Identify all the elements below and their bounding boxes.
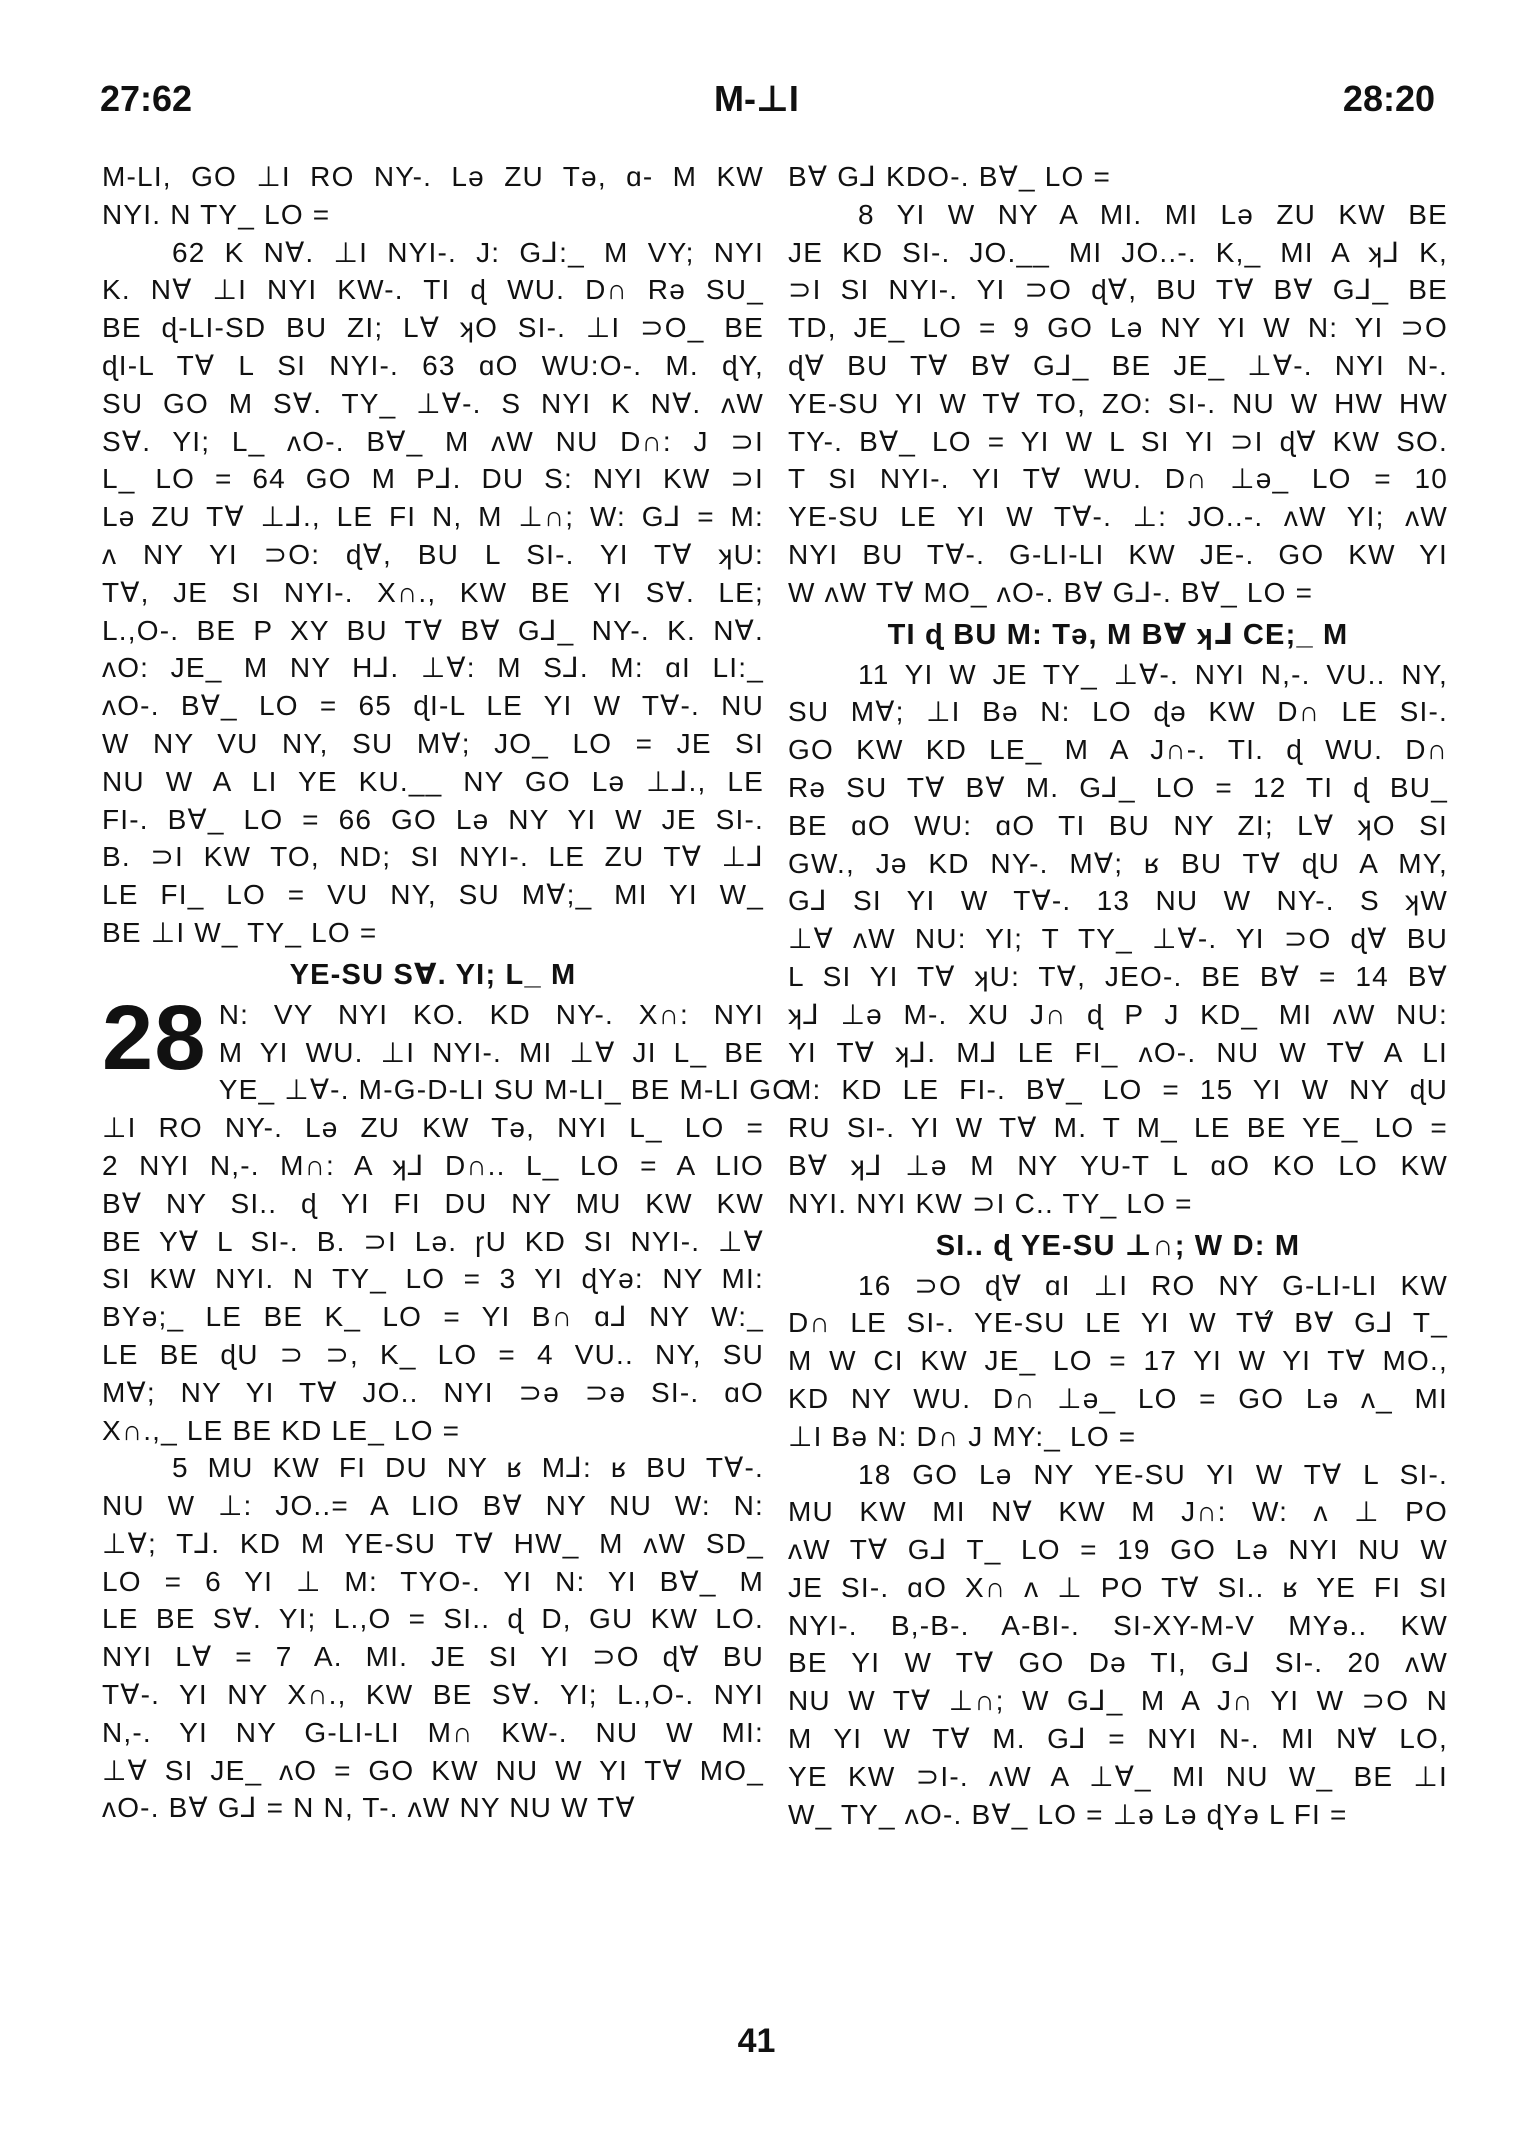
text-line: Rǝ SU T∀ B∀ M. G⅃_ LO = 12 TI ɖ BU_ (788, 771, 1448, 803)
text-line: L_ LO = 64 GO M P⅃. DU S: NYI KW ⊃I (102, 463, 764, 495)
chapter-number: 28 (102, 986, 207, 1089)
text-line: ⊥∀; T⅃. KD M YE-SU T∀ HW_ M ʌW SD_ (102, 1527, 764, 1559)
text-line: RU SI-. YI W T∀ M. T M_ LE BE YE_ LO = (788, 1112, 1448, 1144)
text-line: X∩.,_ LE BE KD LE_ LO = (102, 1414, 461, 1446)
text-line: MU KW MI N∀ KW M J∩: W: ʌ ⊥ PO (788, 1496, 1448, 1528)
paragraph (788, 656, 1448, 1223)
paragraph (788, 1267, 1448, 1456)
text-line: M∀; NY YI T∀ JO.. NYI ⊃ǝ ⊃ǝ SI-. ɑO (102, 1376, 764, 1408)
text-line: YE_ ⊥∀-. M-G-D-LI SU M-LI_ BE M-LI GO (218, 1074, 796, 1106)
text-line: NYI BU T∀-. G-LI-LI KW JE-. GO KW YI (788, 538, 1448, 570)
text-line: BE ⊥I W_ TY_ LO = (102, 916, 378, 948)
text-line: T∀-. YI NY X∩., KW BE S∀. YI; L.,O-. NYI (102, 1679, 764, 1711)
text-line: 16 ⊃O ɖ∀ ɑI ⊥I RO NY G-LI-LI KW (858, 1269, 1448, 1301)
text-line: BE ɖ-LI-SD BU ZI; L∀ ʞO SI-. ⊥I ⊃O_ BE (102, 312, 764, 344)
text-line: M-LI, GO ⊥I RO NY-. Lǝ ZU Tǝ, ɑ- M KW (102, 161, 764, 192)
text-line: SU M∀; ⊥I Bǝ N: LO ɖǝ KW D∩ LE SI-. (788, 696, 1448, 728)
page-header (0, 78, 1513, 128)
text-line: BE YI W T∀ GO Dǝ TI, G⅃ SI-. 20 ʌW (788, 1647, 1448, 1679)
text-line: N,-. YI NY G-LI-LI M∩ KW-. NU W MI: (102, 1716, 764, 1748)
text-line: ⊥∀ ʌW NU: YI; T TY_ ⊥∀-. YI ⊃O ɖ∀ BU (788, 923, 1448, 955)
text-line: ʌO-. B∀_ LO = 65 ɖI-L LE YI W T∀-. NU (102, 690, 764, 722)
text-line: ⊥I Bǝ N: D∩ J MY:_ LO = (788, 1420, 1137, 1452)
text-line: B∀ G⅃ KDO-. B∀_ LO = (788, 161, 1111, 192)
text-line: YE-SU YI W T∀ TO, ZO: SI-. NU W HW HW (788, 387, 1448, 419)
text-line: ʌ NY YI ⊃O: ɖ∀, BU L SI-. YI T∀ ʞU: (102, 538, 764, 570)
text-line: BE ɑO WU: ɑO TI BU NY ZI; L∀ ʞO SI (788, 809, 1448, 841)
text-line: K. N∀ ⊥I NYI KW-. TI ɖ WU. D∩ Rǝ SU_ (102, 274, 764, 306)
text-line: GW., Jǝ KD NY-. M∀; ʁ BU T∀ ɖU A MY, (788, 847, 1448, 879)
text-line: NU W A LI YE KU.__ NY GO Lǝ ⊥⅃., LE (102, 765, 764, 797)
text-line: ⊥∀ SI JE_ ʌO = GO KW NU W YI T∀ MO_ (102, 1754, 764, 1786)
text-line: W NY VU NY, SU M∀; JO_ LO = JE SI (102, 727, 764, 759)
header-right-reference: 28:20 (1342, 78, 1435, 119)
header-left-reference: 27:62 (100, 78, 193, 119)
text-line: YI T∀ ʞ⅃. M⅃ LE FI_ ʌO-. NU W T∀ A LI (788, 1036, 1448, 1068)
text-line: TD, JE_ LO = 9 GO Lǝ NY YI W N: YI ⊃O (788, 312, 1448, 344)
text-line: ʌO-. B∀ G⅃ = N N, T-. ʌW NY NU W T∀ (102, 1792, 636, 1824)
text-line: T SI NYI-. YI T∀ WU. D∩ ⊥ǝ_ LO = 10 (788, 463, 1448, 495)
text-line: YE KW ⊃I-. ʌW A ⊥∀_ MI NU W_ BE ⊥I (788, 1760, 1448, 1792)
right-column (788, 158, 1448, 1833)
page-number: 41 (737, 2022, 776, 2060)
text-line: D∩ LE SI-. YE-SU LE YI W T∀́ B∀ G⅃ T_ (788, 1307, 1448, 1339)
text-line: 5 MU KW FI DU NY ʁ M⅃: ʁ BU T∀-. (172, 1452, 764, 1484)
text-line: NU W ⊥: JO..= A LIO B∀ NY NU W: N: (102, 1490, 764, 1522)
text-line: ⊃I SI NYI-. YI ⊃O ɖ∀, BU T∀ B∀ G⅃_ BE (788, 274, 1448, 306)
text-line: L.,O-. BE P XY BU T∀ B∀ G⅃_ NY-. K. N∀. (102, 614, 764, 646)
text-line: LE BE S∀. YI; L.,O = SI.. ɖ D, GU KW LO. (102, 1603, 764, 1635)
text-line: L SI YI T∀ ʞU: T∀, JEO-. BE B∀ = 14 B∀ (788, 960, 1448, 992)
text-line: LO = 6 YI ⊥ M: TYO-. YI N: YI B∀_ M (102, 1565, 764, 1597)
text-line: ⊥I RO NY-. Lǝ ZU KW Tǝ, NYI L_ LO = (102, 1112, 764, 1144)
text-line: 2 NYI N,-. M∩: A ʞ⅃ D∩.. L_ LO = A LIO (102, 1149, 764, 1181)
text-line: M W CI KW JE_ LO = 17 YI W YI T∀ MO., (788, 1345, 1448, 1377)
text-line: KD NY WU. D∩ ⊥ǝ_ LO = GO Lǝ ʌ_ MI (788, 1382, 1448, 1414)
paragraph (102, 1449, 764, 1827)
paragraph (788, 1456, 1448, 1834)
text-line: LE BE ɖU ⊃ ⊃, K_ LO = 4 VU.. NY, SU (102, 1338, 764, 1370)
text-line: B. ⊃I KW TO, ND; SI NYI-. LE ZU T∀ ⊥⅃ (102, 841, 764, 873)
text-line: SU GO M S∀. TY_ ⊥∀-. S NYI K N∀. ʌW (102, 387, 764, 419)
text-line: ɖ∀ BU T∀ B∀ G⅃_ BE JE_ ⊥∀-. NYI N-. (788, 349, 1448, 381)
text-line: NYI-. B,-B-. A-BI-. SI-XY-M-V MYǝ.. KW (788, 1609, 1448, 1641)
text-line: B∀ ʞ⅃ ⊥ǝ M NY YU-T L ɑO KO LO KW (788, 1149, 1448, 1181)
text-line: JE KD SI-. JO.__ MI JO..-. K,_ MI A ʞ⅃ K, (788, 236, 1448, 268)
text-line: W ʌW T∀ MO_ ʌO-. B∀ G⅃-. B∀_ LO = (788, 576, 1314, 608)
paragraph (788, 158, 1448, 196)
paragraph (102, 234, 764, 952)
text-line: YE-SU LE YI W T∀-. ⊥: JO..-. ʌW YI; ʌW (788, 501, 1448, 533)
text-line: LE FI_ LO = VU NY, SU M∀;_ MI YI W_ (102, 879, 764, 911)
text-line: M YI WU. ⊥I NYI-. MI ⊥∀ JI L_ BE (218, 1036, 764, 1068)
text-line: S∀. YI; L_ ʌO-. B∀_ M ʌW NU D∩: J ⊃I (102, 425, 764, 457)
section-heading: SI.. ɖ YE-SU ⊥∩; W D: M (935, 1229, 1301, 1262)
text-line: SI KW NYI. N TY_ LO = 3 YI ɖYǝ: NY MI: (102, 1263, 764, 1295)
text-line: ʌW T∀ G⅃ T_ LO = 19 GO Lǝ NYI NU W (788, 1534, 1448, 1566)
text-line: NYI. NYI KW ⊃I C.. TY_ LO = (788, 1187, 1193, 1219)
text-line: ʞ⅃ ⊥ǝ M-. XU J∩ ɖ P J KD_ MI ʌW NU: (788, 998, 1448, 1030)
text-line: G⅃ SI YI W T∀-. 13 NU W NY-. S ʞW (788, 885, 1448, 917)
section-heading: YE-SU S∀. YI; L_ M (289, 958, 577, 991)
text-line: N: VY NYI KO. KD NY-. X∩: NYI (218, 998, 764, 1030)
text-line: ʌO: JE_ M NY H⅃. ⊥∀: M S⅃. M: ɑI LI:_ (102, 652, 764, 684)
left-column (102, 158, 796, 1827)
text-line: ɖI-L T∀ L SI NYI-. 63 ɑO WU:O-. M. ɖY, (102, 349, 764, 381)
text-line: M YI W T∀ M. G⅃ = NYI N-. MI N∀ LO, (788, 1723, 1448, 1755)
header-book-title: M-⊥I (714, 78, 799, 119)
text-line: 8 YI W NY A MI. MI Lǝ ZU KW BE (858, 198, 1448, 230)
text-line: M: KD LE FI-. B∀_ LO = 15 YI W NY ɖU (788, 1074, 1448, 1106)
text-line: JE SI-. ɑO X∩ ʌ ⊥ PO T∀ SI.. ʁ YE FI SI (788, 1571, 1448, 1603)
text-line: B∀ NY SI.. ɖ YI FI DU NY MU KW KW (102, 1187, 764, 1219)
text-line: BE Y∀ L SI-. B. ⊃I Lǝ. ɼU KD SI NYI-. ⊥∀ (102, 1225, 764, 1257)
text-line: 11 YI W JE TY_ ⊥∀-. NYI N,-. VU.. NY, (858, 658, 1448, 690)
chapter-opening-paragraph (102, 986, 796, 1450)
text-line: BYǝ;_ LE BE K_ LO = YI B∩ ɑ⅃ NY W:_ (102, 1301, 764, 1333)
text-line: FI-. B∀_ LO = 66 GO Lǝ NY YI W JE SI-. (102, 803, 764, 835)
section-heading: TI ɖ BU M: Tǝ, M B∀ ʞ⅃ CE;_ M (887, 618, 1349, 651)
text-line: 18 GO Lǝ NY YE-SU YI W T∀ L SI-. (858, 1458, 1448, 1490)
text-line: W_ TY_ ʌO-. B∀_ LO = ⊥ǝ Lǝ ɖYǝ L FI = (788, 1798, 1348, 1830)
paragraph (102, 158, 764, 234)
text-line: GO KW KD LE_ M A J∩-. TI. ɖ WU. D∩ (788, 734, 1448, 766)
paragraph (788, 196, 1448, 612)
text-line: NU W T∀ ⊥∩; W G⅃_ M A J∩ YI W ⊃O N (788, 1685, 1448, 1717)
text-line: NYI L∀ = 7 A. MI. JE SI YI ⊃O ɖ∀ BU (102, 1641, 764, 1673)
text-line: 62 K N∀. ⊥I NYI-. J: G⅃:_ M VY; NYI (172, 236, 764, 268)
text-line: TY-. B∀_ LO = YI W L SI YI ⊃I ɖ∀ KW SO. (788, 425, 1448, 457)
text-line: NYI. N TY_ LO = (102, 198, 331, 230)
text-line: T∀, JE SI NYI-. X∩., KW BE YI S∀. LE; (102, 576, 764, 608)
text-line: Lǝ ZU T∀ ⊥⅃., LE FI N, M ⊥∩; W: G⅃ = M: (102, 501, 764, 533)
